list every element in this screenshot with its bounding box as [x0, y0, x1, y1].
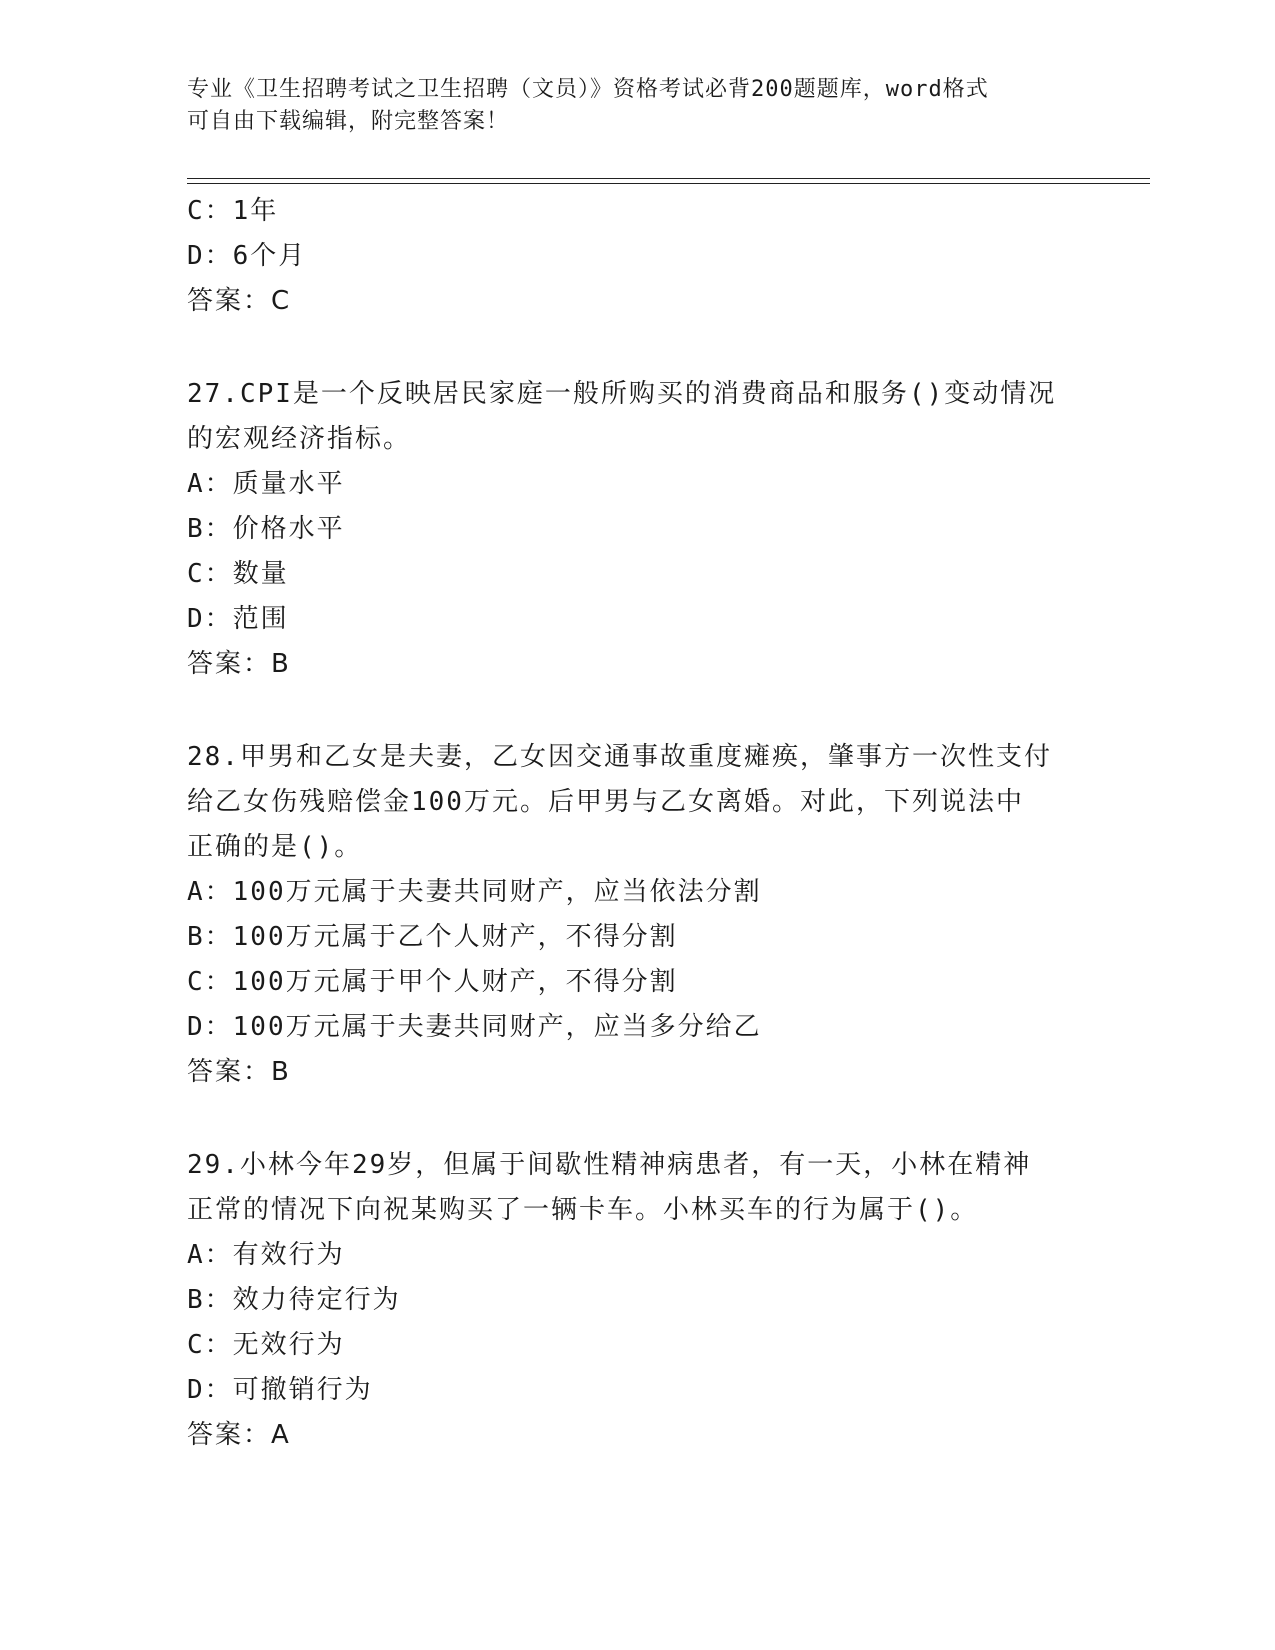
option-a: A：质量水平 [187, 469, 345, 499]
question-stem-line: 28.甲男和乙女是夫妻，乙女因交通事故重度瘫痪，肇事方一次性支付 [187, 742, 1052, 772]
option-c: C：数量 [187, 559, 289, 589]
question-stem-line: 27.CPI是一个反映居民家庭一般所购买的消费商品和服务()变动情况 [187, 379, 1057, 409]
option-d: D：100万元属于夫妻共同财产，应当多分给乙 [187, 1012, 762, 1042]
question-stem-line: 正常的情况下向祝某购买了一辆卡车。小林买车的行为属于()。 [187, 1195, 979, 1225]
spacer [187, 687, 1087, 735]
option-c: C：100万元属于甲个人财产，不得分割 [187, 967, 678, 997]
answer-line: 答案：B [187, 649, 291, 679]
header-line-1: 专业《卫生招聘考试之卫生招聘（文员）》资格考试必背200题题库，word格式 [187, 77, 989, 102]
option-b: B：价格水平 [187, 514, 345, 544]
option-c: C：1年 [187, 196, 279, 226]
question-content [187, 189, 1087, 1458]
option-a: A：有效行为 [187, 1240, 345, 1270]
question-29 [187, 1143, 1087, 1458]
option-d: D：可撤销行为 [187, 1375, 373, 1405]
spacer [187, 1095, 1087, 1143]
question-28 [187, 735, 1087, 1095]
option-a: A：100万元属于夫妻共同财产，应当依法分割 [187, 877, 762, 907]
question-stem-line: 给乙女伤残赔偿金100万元。后甲男与乙女离婚。对此，下列说法中 [187, 787, 1024, 817]
answer-line: 答案：C [187, 286, 292, 316]
header-line-2: 可自由下载编辑，附完整答案！ [187, 109, 510, 134]
question-stem-line: 29.小林今年29岁，但属于间歇性精神病患者，有一天，小林在精神 [187, 1150, 1032, 1180]
option-c: C：无效行为 [187, 1330, 345, 1360]
answer-line: 答案：B [187, 1057, 291, 1087]
answer-line: 答案：A [187, 1420, 291, 1450]
header-divider-top [187, 178, 1150, 179]
header-divider-bottom [187, 183, 1150, 184]
question-27 [187, 372, 1087, 687]
option-d: D：6个月 [187, 241, 307, 271]
question-stem-line: 正确的是()。 [187, 832, 363, 862]
document-header [187, 74, 1067, 138]
option-b: B：效力待定行为 [187, 1285, 401, 1315]
spacer [187, 324, 1087, 372]
question-stem-line: 的宏观经济指标。 [187, 424, 412, 454]
prev-question [187, 189, 1087, 324]
option-b: B：100万元属于乙个人财产，不得分割 [187, 922, 678, 952]
option-d: D：范围 [187, 604, 289, 634]
